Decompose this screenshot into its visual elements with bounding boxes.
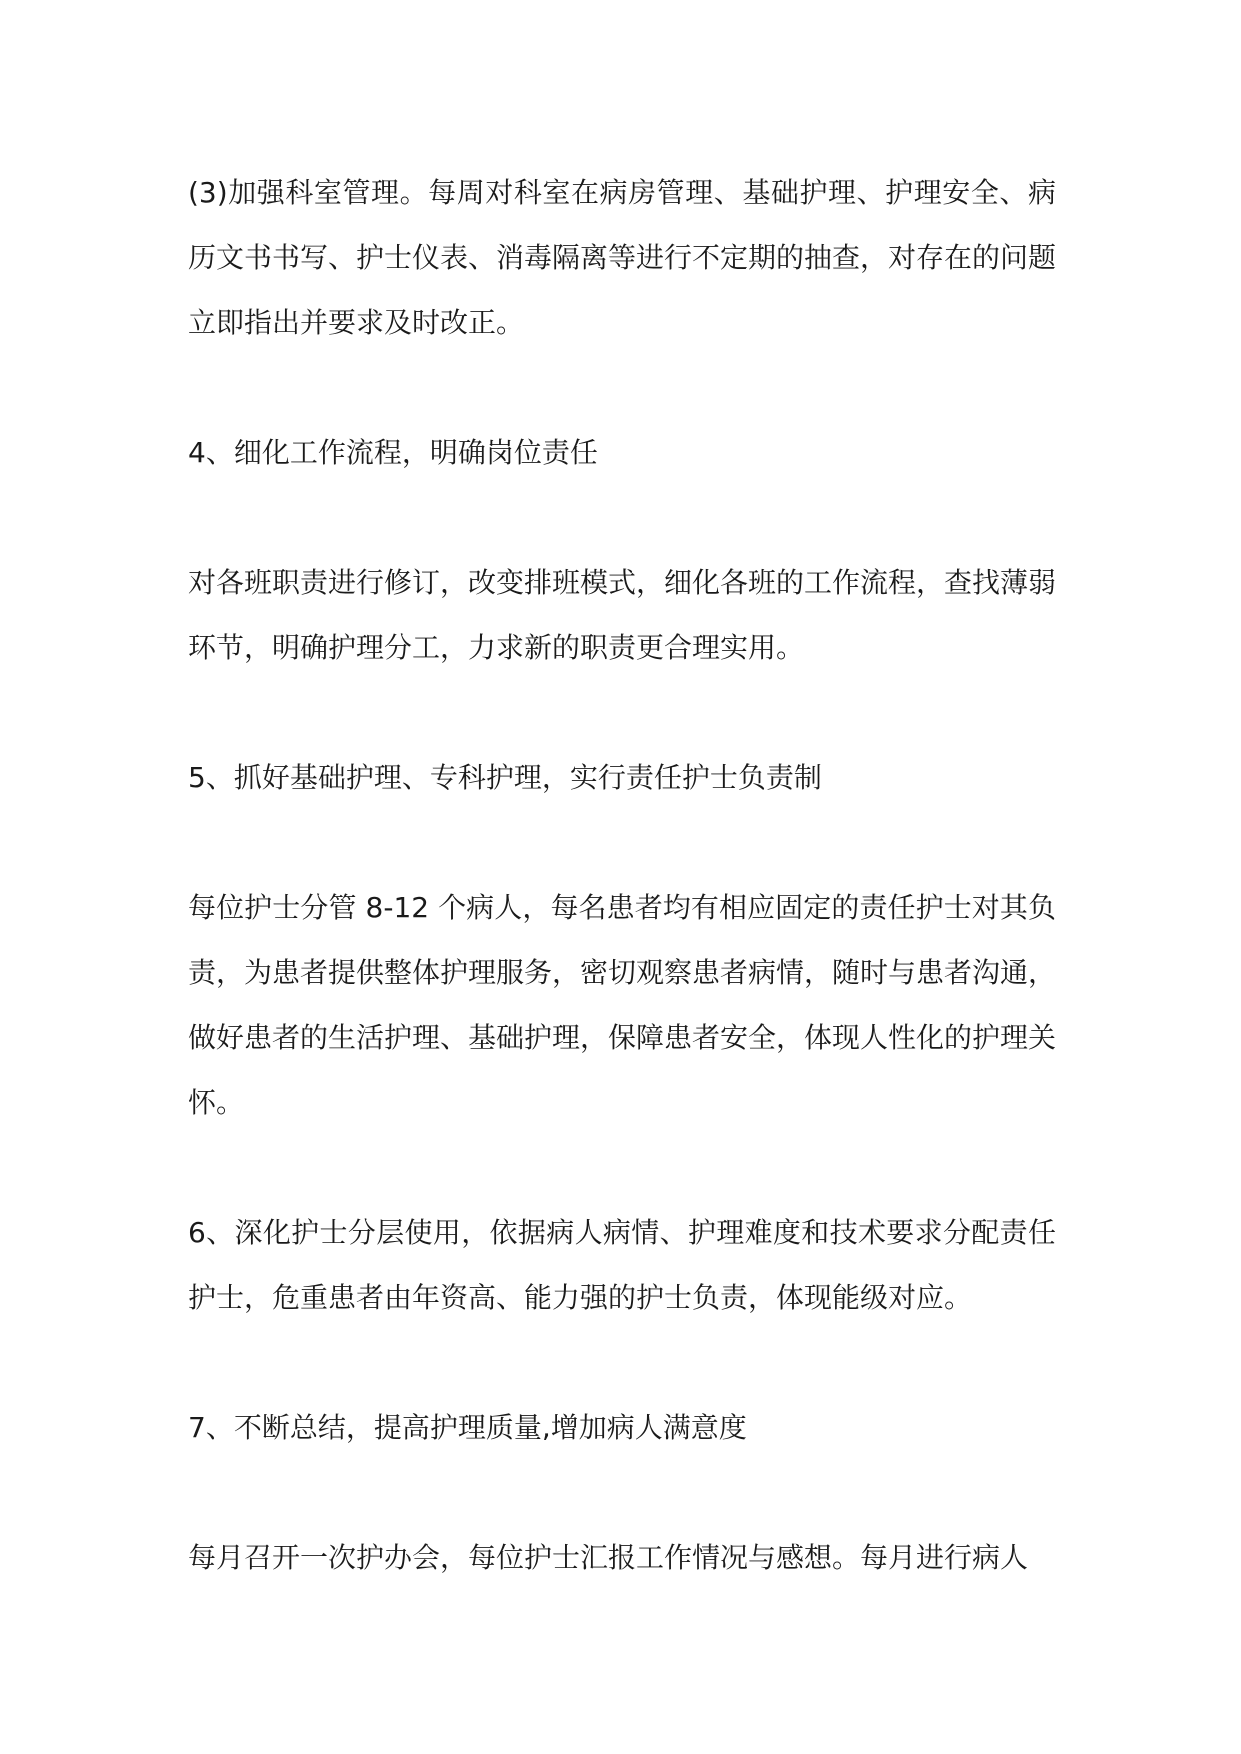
paragraph-shift-duties: 对各班职责进行修订，改变排班模式，细化各班的工作流程，查找薄弱环节，明确护理分工，力求新的职责更合理实用。 — [188, 566, 1057, 664]
heading-quality-satisfaction: 7、不断总结，提高护理质量,增加病人满意度 — [188, 1411, 747, 1444]
paragraph-monthly-meeting: 每月召开一次护办会，每位护士汇报工作情况与感想。每月进行病人 — [188, 1541, 1029, 1574]
paragraph-ward-management-inspection: (3)加强科室管理。每周对科室在病房管理、基础护理、护理安全、病历文书书写、护士仪表、消毒隔离等进行不定期的抽查，对存在的问题立即指出并要求及时改正。 — [188, 176, 1057, 339]
heading-refine-workflow: 4、细化工作流程，明确岗位责任 — [188, 436, 598, 469]
document-body — [188, 160, 1056, 1590]
paragraph-nurse-tiering: 6、深化护士分层使用，依据病人病情、护理难度和技术要求分配责任护士，危重患者由年资高、能力强的护士负责，体现能级对应。 — [188, 1216, 1056, 1314]
paragraph-responsible-nurse: 每位护士分管 8-12 个病人，每名患者均有相应固定的责任护士对其负责，为患者提供整体护理服务，密切观察患者病情，随时与患者沟通，做好患者的生活护理、基础护理，保障患者安全，体现人性化的护理关怀。 — [188, 891, 1057, 1119]
heading-basic-specialty-nursing: 5、抓好基础护理、专科护理，实行责任护士负责制 — [188, 761, 822, 794]
